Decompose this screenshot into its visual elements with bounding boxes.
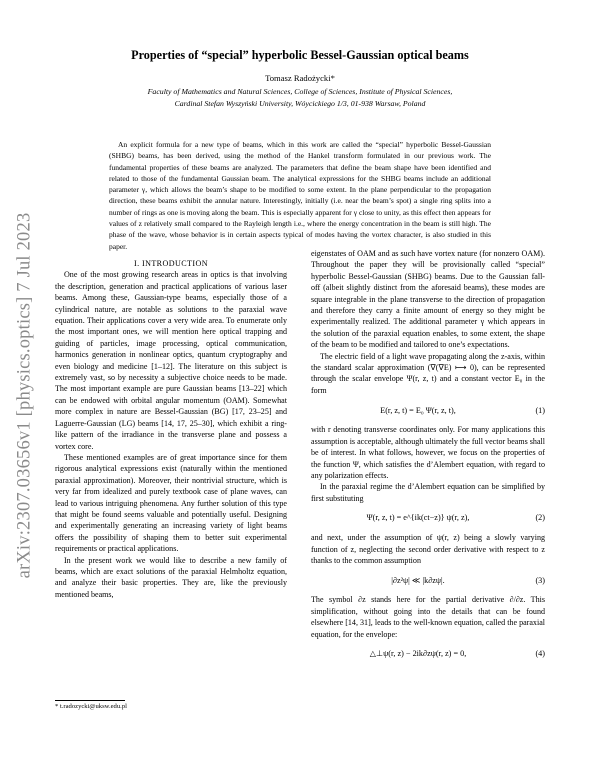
equation-number: (4) <box>535 649 545 659</box>
footnote-email[interactable]: * t.radozycki@uksw.edu.pl <box>55 703 127 710</box>
paragraph: In the present work we would like to describe a new family of beams, which are exact solutions of the paraxial Helmholtz equation, and analyze their basic properties. They are, like the previously mentioned beams, <box>55 555 287 599</box>
equation-number: (3) <box>535 575 545 585</box>
paragraph: with r denoting transverse coordinates only. For many applications this assumption is acceptable, although ultimately the full vector beams shall be of interest. In what follows, however, we focus on the properties of the function Ψ, which satisfies the d’Alembert equation, with regard to any polarization effects. <box>311 425 545 480</box>
equation-expression: E(r, z, t) = E₀ Ψ(r, z, t), <box>380 405 456 415</box>
arxiv-identifier-stamp <box>10 150 40 640</box>
paragraph: and next, under the assumption of ψ(r, z) being a slowly varying function of z, neglecting the second order derivative with respect to z thanks to the common assumption <box>311 533 545 565</box>
abstract: An explicit formula for a new type of beams, which in this work are called the “special” hyperbolic Bessel-Gaussian (SHBG) beams, has been derived, using the method of the Hankel transform formulated in our previous work. The fundamental properties of these beams are analyzed. The parameters that define the beam shape have been identified and related to those of the fundamental Gaussian beam. The analytical expressions for the SHBG beams include an additional parameter γ, which allows the beam’s shape to be modified to some extent. In the plane perpendicular to the propagation direction, these beams exhibit the annular nature. Interestingly, initially (i.e. near the beam’s spot) a single ring splits into a number of rings as one is moving along the beam. This is especially apparent for γ close to unity, as this effect then appears for values of z relatively small compared to the Rayleigh length i.e., where the energy concentration in the beam is still high. The phase of the wave, whose behavior is in certain aspects typical of modes having the vortex character, is also studied in this paper. <box>109 140 491 251</box>
left-column <box>55 258 287 600</box>
equation-2 <box>311 508 545 528</box>
equation-number: (1) <box>535 405 545 415</box>
paragraph: The electric field of a light wave propagating along the z-axis, within the standard scalar approximation (∇(∇E) ⟼ 0), can be represented through the scalar envelope Ψ(r, z, t) and a constant vector E₀ in the form <box>311 351 545 395</box>
paragraph: One of the most growing research areas in optics is that involving the description, generation and practical applications of various laser beams. Among these, Gaussian-type beams, especially those of a cylindrical nature, are notable as solutions to the paraxial wave equation. Their applications cover a very wide area. To enumerate only the most important ones, we will mention here optical trapping and guiding of particles, image processing, optical communication, harmonics generation in nonlinear optics, quantum cryptography and even biology and medicine [1–12]. The literature on this subject is extremely vast, so by necessity a subjective choice needs to be made. The most important example are pure Gaussian beams [13–22] which can be endowed with orbital angular momentum (OAM). Somewhat more complex in nature are Bessel-Gaussian (BG) [17, 23–25] and Laguerre-Gaussian (LG) beams [14, 17, 25–30], which exhibit a ring-like pattern of the irradiance in the transverse plane and possess a vortex core. <box>55 270 287 451</box>
equation-3 <box>311 570 545 590</box>
affiliation-line: Cardinal Stefan Wyszyński University, Wóycickiego 1/3, 01-938 Warsaw, Poland <box>174 99 426 109</box>
equation-expression: Ψ(r, z, t) = e^{ik(ct−z)} ψ(r, z), <box>366 513 470 523</box>
section-heading: I. INTRODUCTION <box>134 259 208 268</box>
equation-1 <box>311 400 545 420</box>
paragraph: In the paraxial regime the d’Alembert equation can be simplified by first substituting <box>311 482 545 503</box>
equation-number: (2) <box>535 513 545 523</box>
paper-title: Properties of “special” hyperbolic Bessel-Gaussian optical beams <box>131 48 469 62</box>
paragraph: These mentioned examples are of great importance since for them rigorous analytical expressions exist (naturally within the mentioned paraxial approximation). Moreover, their nontrivial structure, which is very far from idealized and purely textbook case of plane waves, can lead to various intriguing phenomena. Any further solution of this type that might be found seems valuable and potentially useful. Designing and experimentally generating an increasing variety of light beams offers the possibility of shaping them to better suit experimental requirements or practical applications. <box>55 452 287 554</box>
affiliation <box>80 86 520 110</box>
right-column <box>311 248 545 668</box>
equation-expression: △⊥ψ(r, z) − 2ik∂zψ(r, z) = 0, <box>369 649 467 659</box>
equation-expression: |∂z²ψ| ≪ |k∂zψ|. <box>391 575 445 585</box>
paragraph: The symbol ∂z stands here for the partial derivative ∂/∂z. This simplification, without going into the details that can be found elsewhere [14, 31], leads to the well-known equation, called the paraxial equation, for the envelope: <box>311 595 545 639</box>
footnote-divider <box>55 700 125 701</box>
paragraph: eigenstates of OAM and as such have vortex nature (for nonzero OAM). Throughout the paper they will be provisionally called “special” hyperbolic Bessel-Gaussian (SHBG) beams. Due to the Gaussian fall-off (albeit slightly distinct from the aforesaid beams), these modes are square integrable in the plane transverse to the direction of propagation and therefore they carry a finite amount of energy so they might be experimentally realized. The additional parameter γ which appears in the solution of the paraxial equation enables, to some extent, the shape of the beam to be modified and tailored to one’s expectations. <box>311 249 545 350</box>
arxiv-identifier[interactable]: arXiv:2307.03656v1 [physics.optics] 7 Jul 2023 <box>14 212 35 578</box>
equation-4 <box>311 644 545 664</box>
affiliation-line: Faculty of Mathematics and Natural Sciences, College of Sciences, Institute of Physical Sciences, <box>147 87 453 96</box>
author-name: Tomasz Radożycki* <box>265 73 335 83</box>
